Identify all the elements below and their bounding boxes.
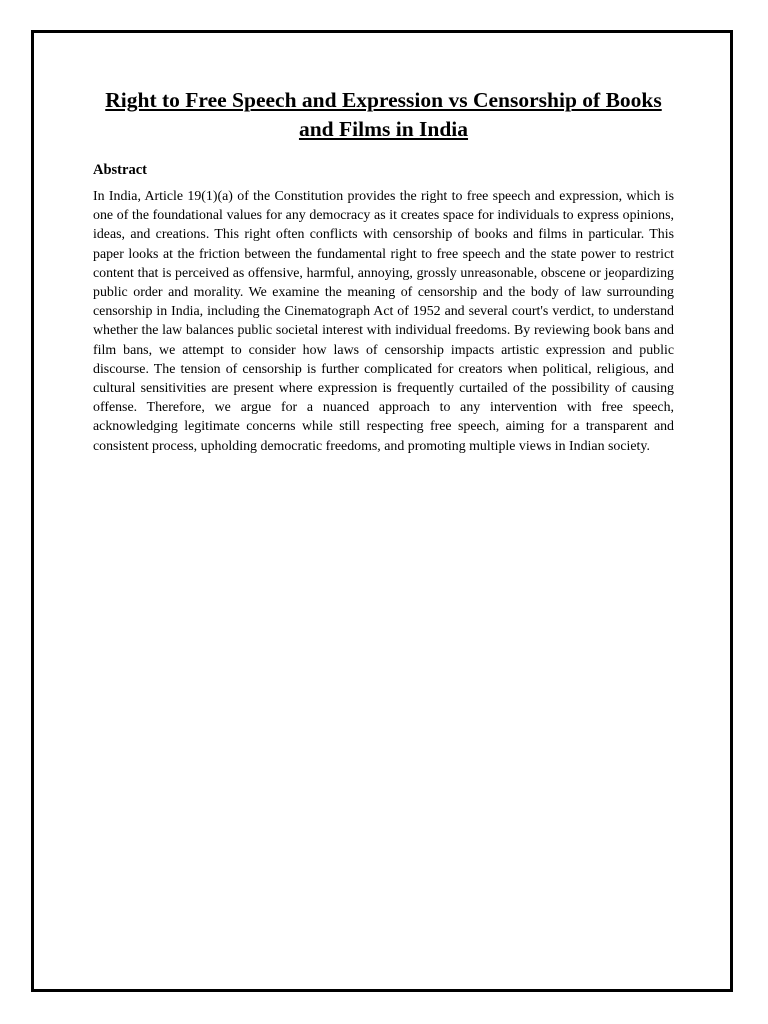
abstract-heading: Abstract [93, 162, 147, 178]
abstract-body: In India, Article 19(1)(a) of the Constitution provides the right to free speech and expression, which is one of the foundational values for any democracy as it creates space for individuals to express opinions, ideas, and creations. This right often conflicts with censorship of books and films in particular. This paper looks at the friction between the fundamental right to free speech and the state power to restrict content that is perceived as offensive, harmful, annoying, grossly unreasonable, obscene or jeopardizing public order and morality. We examine the meaning of censorship and the body of law surrounding censorship in India, including the Cinematograph Act of 1952 and several court's verdict, to understand whether the law balances public societal interest with individual freedoms. By reviewing book bans and film bans, we attempt to consider how laws of censorship impacts artistic expression and public discourse. The tension of censorship is further complicated for creators when political, religious, and cultural sensitivities are present where expression is frequently curtailed of the possibility of causing offense. Therefore, we argue for a nuanced approach to any intervention with free speech, acknowledging legitimate concerns while still respecting free speech, aiming for a transparent and consistent process, upholding democratic freedoms, and promoting multiple views in Indian society. [93, 189, 674, 454]
paper-title: Right to Free Speech and Expression vs Censorship of Books and Films in India [105, 88, 662, 141]
document-content [93, 86, 674, 456]
